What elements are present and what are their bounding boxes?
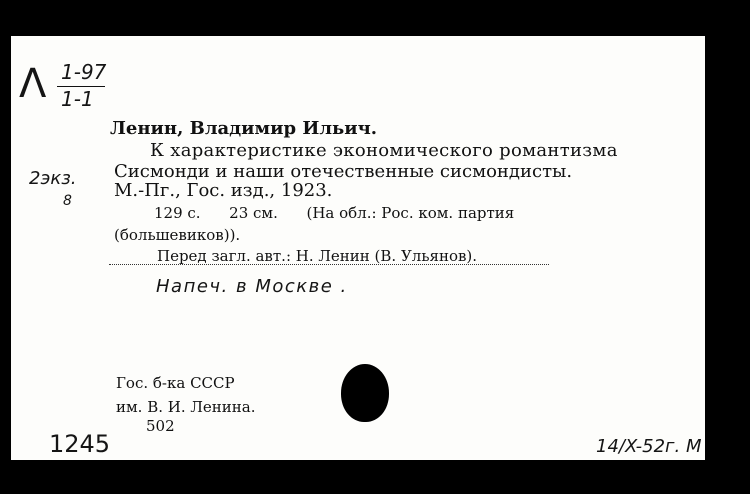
collation-line-1: 129 с. 23 см. (На обл.: Рос. ком. партия — [154, 204, 515, 222]
punch-hole — [341, 364, 389, 422]
handwritten-publication-note: Напеч. в Москве . — [156, 276, 348, 297]
handwritten-number: 1245 — [49, 430, 111, 458]
pseudonym-note: Перед загл. авт.: Н. Ленин (В. Ульянов). — [157, 247, 478, 265]
imprint: М.-Пг., Гос. изд., 1923. — [114, 180, 333, 201]
library-line-1: Гос. б-ка СССР — [116, 374, 235, 392]
library-line-2: им. В. И. Ленина. — [116, 398, 256, 416]
copies-note-mark: 8 — [63, 193, 72, 209]
call-number-letter: Λ — [19, 61, 47, 107]
call-number-bottom: 1-1 — [61, 87, 94, 111]
call-number-top: 1-97 — [61, 60, 107, 84]
library-line-3: 502 — [146, 417, 175, 435]
author-heading: Ленин, Владимир Ильич. — [110, 118, 378, 139]
handwritten-date: 14/X-52г. М — [596, 436, 702, 457]
copies-note: 2экз. — [29, 168, 77, 189]
title-line-2: Сисмонди и наши отечественные сисмондисты. — [114, 161, 573, 182]
title-line-1: К характеристике экономического романтизма — [150, 140, 618, 161]
dotted-rule — [109, 264, 549, 265]
collation-line-2: (большевиков)). — [114, 226, 241, 244]
